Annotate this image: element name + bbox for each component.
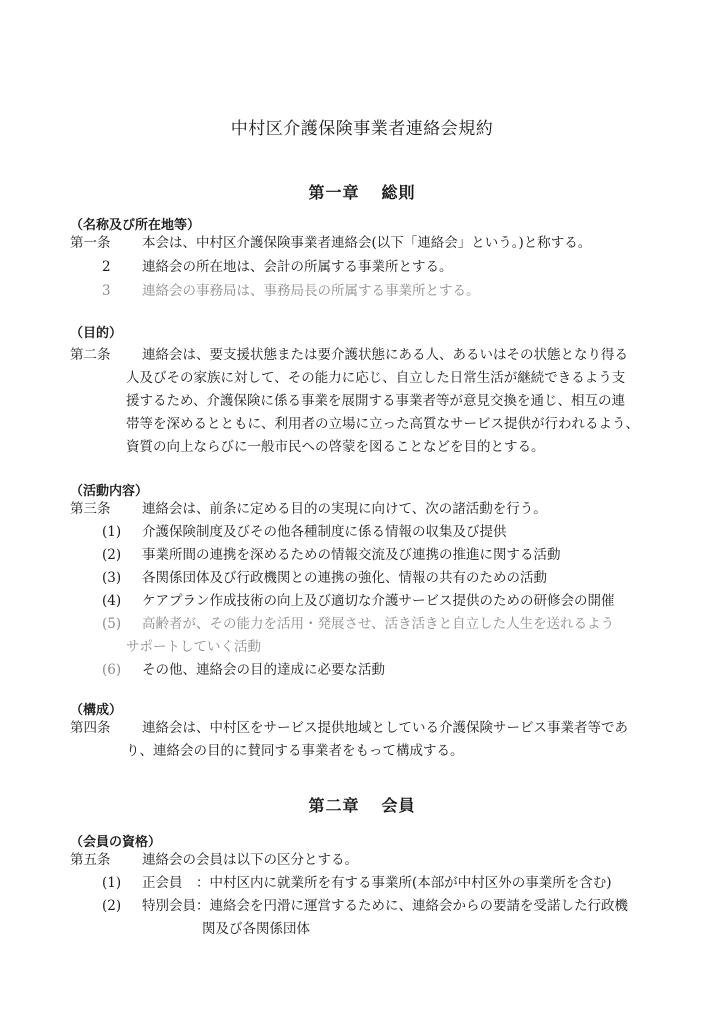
document-title: 中村区介護保険事業者連絡会規約 (230, 119, 494, 139)
article-5-item-text: 正会員 ：中村区内に就業所を有する事業所(本部が中村区外の事業所を含む) (142, 875, 612, 891)
article-4-label: 第四条 (70, 720, 111, 736)
chapter-2-number: 第二章 (308, 796, 360, 815)
article-3-item-continuation: サポートしていく活動 (126, 639, 261, 655)
article-2-line: 人及びその家族に対して、その能力に応じ、自立した日常生活が継続できるよう支 (126, 370, 626, 386)
article-5-item-num: (2) (102, 898, 122, 914)
article-5-item-continuation: 関及び各関係団体 (202, 921, 310, 937)
section-heading-activities: （活動内容） (70, 484, 149, 499)
article-5-item-text: 特別会員：連絡会を円滑に運営するために、連絡会からの要請を受諾した行政機 (142, 898, 628, 914)
article-1-item-2-text: 連絡会の所在地は、会計の所属する事業所とする。 (142, 259, 453, 275)
article-3-item-num: (2) (102, 547, 122, 563)
article-3-item-num: (1) (102, 524, 122, 540)
article-2-line: 連絡会は、要支援状態または要介護状態にある人、あるいはその状態となり得る (142, 347, 628, 363)
article-2-line: 帯等を深めるとともに、利用者の立場に立った高質なサービス提供が行われるよう、 (126, 416, 639, 432)
article-1-item-3-num: 3 (102, 283, 111, 299)
section-heading-name-location: （名称及び所在地等） (70, 218, 201, 233)
article-3-item-text: 各関係団体及び行政機関との連携の強化、情報の共有のための活動 (142, 570, 547, 586)
article-3-item-num: (6) (102, 662, 122, 678)
article-3-item-text: 事業所間の連携を深めるための情報交流及び連携の推進に関する活動 (142, 547, 561, 563)
chapter-1-number: 第一章 (308, 183, 360, 202)
section-heading-membership: （会員の資格） (70, 835, 162, 850)
article-3-item-num: (3) (102, 570, 122, 586)
article-3-item-num: (5) (102, 616, 122, 632)
article-5-item-num: (1) (102, 875, 122, 891)
article-3-item-text: 介護保険制度及びその他各種制度に係る情報の収集及び提供 (142, 524, 507, 540)
article-4-line: 連絡会は、中村区をサービス提供地域としている介護保険サービス事業者等であ (142, 720, 628, 736)
chapter-2-name: 会員 (381, 796, 416, 815)
article-3-item-text: 高齢者が、その能力を活用・発展させ、活き活きと自立した人生を送れるよう (142, 616, 615, 632)
article-3-item-num: (4) (102, 593, 122, 609)
article-3-text: 連絡会は、前条に定める目的の実現に向けて、次の諸活動を行う。 (142, 501, 547, 517)
article-2-line: 援するため、介護保険に係る事業を展開する事業者等が意見交換を通じ、相互の連 (126, 393, 625, 409)
article-1-text: 本会は、中村区介護保険事業者連絡会(以下「連絡会」という。)と称する。 (142, 235, 592, 251)
section-heading-purpose: （目的） (70, 326, 123, 341)
article-5-text: 連絡会の会員は以下の区分とする。 (142, 852, 358, 868)
article-3-item-text: その他、連絡会の目的達成に必要な活動 (142, 662, 385, 678)
article-1-label: 第一条 (70, 235, 111, 251)
article-2-label: 第二条 (70, 347, 111, 363)
article-2-line: 資質の向上ならびに一般市民への啓蒙を図ることなどを目的とする。 (126, 439, 545, 455)
chapter-2-heading (0, 793, 724, 816)
article-3-label: 第三条 (70, 501, 111, 517)
article-5-label: 第五条 (70, 852, 111, 868)
section-heading-composition: （構成） (70, 703, 123, 718)
article-3-item-text: ケアプラン作成技術の向上及び適切な介護サービス提供のための研修会の開催 (142, 593, 615, 609)
article-1-item-3-text: 連絡会の事務局は、事務局長の所属する事業所とする。 (142, 283, 480, 299)
article-1-item-2-num: 2 (102, 259, 111, 275)
chapter-1-heading (0, 180, 724, 203)
article-4-line: り、連絡会の目的に賛同する事業者をもって構成する。 (126, 743, 464, 759)
chapter-1-name: 総則 (381, 183, 416, 202)
